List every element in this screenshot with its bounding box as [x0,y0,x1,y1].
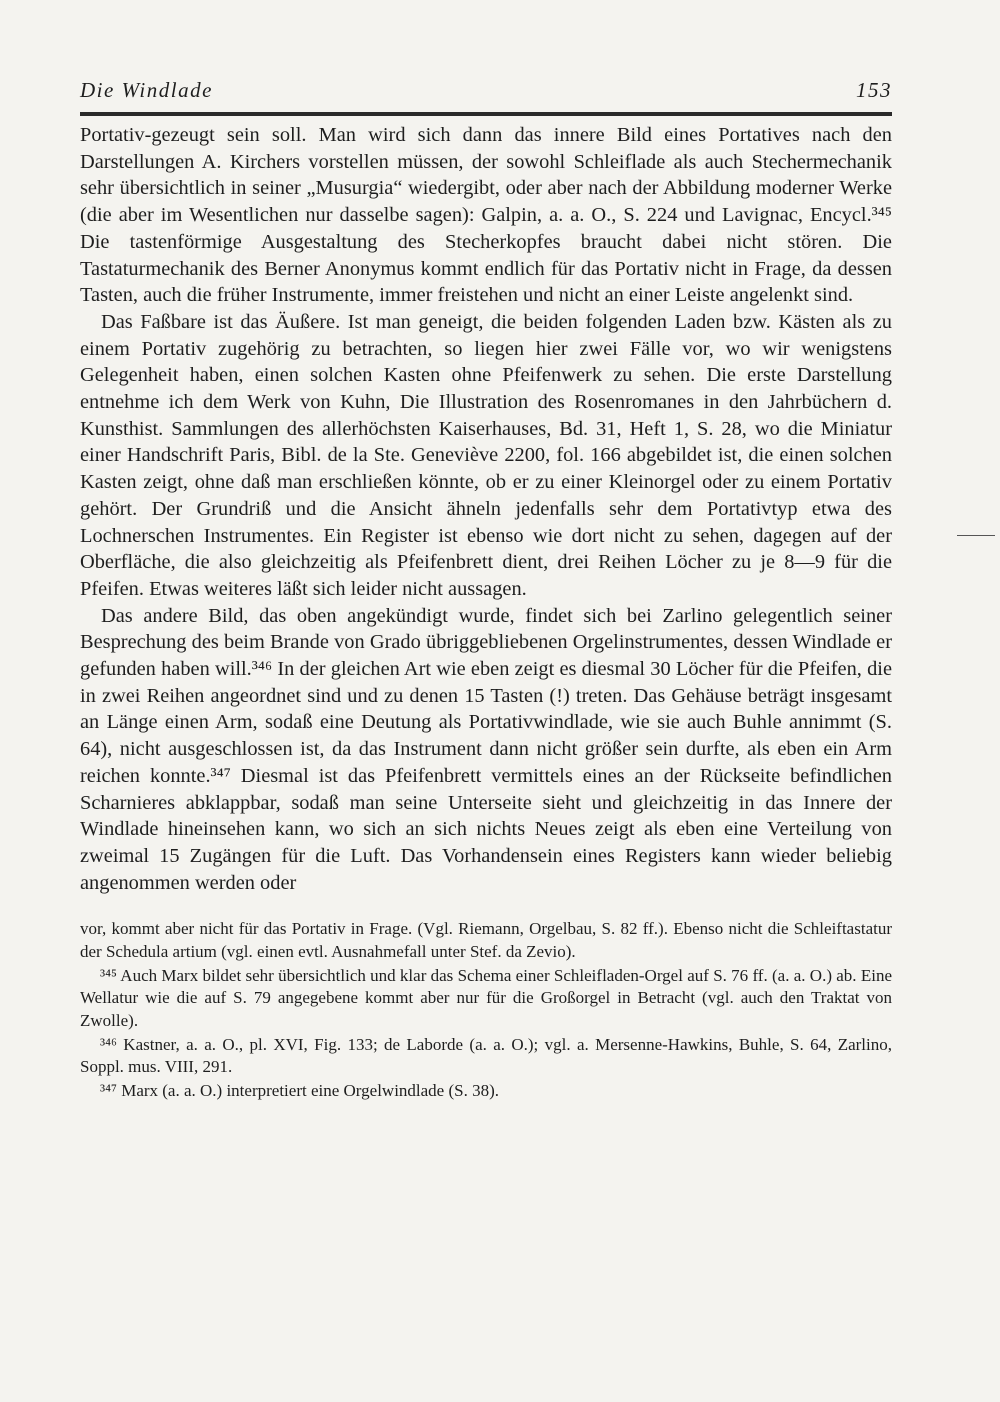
paragraph: Das andere Bild, das oben angekündigt wurde, findet sich bei Zarlino gelegentlich seiner Besprechung des beim Brande von Grado übriggebliebenen Orgelinstrumentes, dessen Windlade er gefunden haben will.³⁴⁶ In der gleichen Art wie eben zeigt es diesmal 30 Löcher für die Pfeifen, die in zwei Reihen angeordnet sind und zu denen 15 Tasten (!) treten. Das Gehäuse beträgt insgesamt an Länge einen Arm, sodaß eine Deutung als Portativwindlade, wie sie auch Buhle annimmt (S. 64), nicht ausgeschlossen ist, da das Instrument dann nicht größer sein durfte, als eben ein Arm reichen konnte.³⁴⁷ Diesmal ist das Pfeifenbrett vermittels eines an der Rückseite befindlichen Scharnieres abklappbar, sodaß man seine Unterseite sieht und gleichzeitig in das Innere der Windlade hineinsehen kann, wo sich an sich nichts Neues zeigt als eben eine Verteilung von zweimal 15 Zugängen für die Luft. Das Vorhandensein eines Registers kann wieder beliebig angenommen werden oder [80,604,892,894]
chapter-title: Die Windlade [80,78,213,102]
paragraph: Das Faßbare ist das Äußere. Ist man geneigt, die beiden folgenden Laden bzw. Kästen als zu einem Portativ zugehörig zu betrachten, so liegen hier zwei Fälle vor, wo wir wenigstens Gelegenheit haben, einen solchen Kasten ohne Pfeifenwerk zu sehen. Die erste Darstellung entnehme ich dem Werk von Kuhn, Die Illustration des Rosenromanes in den Jahrbüchern d. Kunsthist. Sammlungen des allerhöchsten Kaiserhauses, Bd. 31, Heft 1, S. 28, wo die Miniatur einer Handschrift Paris, Bibl. de la Ste. Geneviève 2200, fol. 166 abgebildet ist, die einen solchen Kasten zeigt, ohne daß man erschließen könnte, ob er zu einer Kleinorgel oder zu einem Portativ gehört. Der Grundriß und die Ansicht ähneln jedenfalls sehr dem Portativtyp etwa des Lochnerschen Instrumentes. Ein Register ist ebenso wie dort nicht zu sehen, dagegen auf der Oberfläche, die also gleichzeitig als Pfeifenbrett dient, drei Reihen Löcher zu je 8—9 für die Pfeifen. Etwas weiteres läßt sich leider nicht aussagen. [80,310,892,600]
running-head [80,78,892,108]
page-number: 153 [856,78,892,102]
footnote-345: ³⁴⁵ Auch Marx bildet sehr übersichtlich und klar das Schema einer Schleifladen-Orgel auf S. 76 ff. (a. a. O.) ab. Eine Wellatur wie die auf S. 79 angegebene kommt aber nur für die Großorgel in Betracht (vgl. auch den Traktat von Zwolle). [80,965,892,1030]
footnotes [80,918,892,1102]
paragraph: Portativ-gezeugt sein soll. Man wird sich dann das innere Bild eines Portatives nach den Darstellungen A. Kirchers vorstellen müssen, der sowohl Schleiflade als auch Stechermechanik sehr übersichtlich in seiner „Musurgia“ wiedergibt, oder aber nach der Abbildung moderner Werke (die aber im Wesentlichen nur dasselbe sagen): Galpin, a. a. O., S. 224 und Lavignac, Encycl.³⁴⁵ Die tastenförmige Ausgestaltung des Stecherkopfes braucht dabei nicht stören. Die Tastaturmechanik des Berner Anonymus kommt endlich für das Portativ nicht in Frage, da dessen Tasten, auch die früher Instrumente, immer freistehen und nicht an einer Leiste angelenkt sind. [80,124,892,307]
header-rule [80,112,892,116]
footnote-346: ³⁴⁶ Kastner, a. a. O., pl. XVI, Fig. 133; de Laborde (a. a. O.); vgl. a. Mersenne-Hawkins, Buhle, S. 64, Zarlino, Soppl. mus. VIII, 291. [80,1034,892,1077]
margin-pencil-mark [957,535,995,536]
footnote-continuation: vor, kommt aber nicht für das Portativ in Frage. (Vgl. Riemann, Orgelbau, S. 82 ff.). Ebenso nicht die Schleiftastatur der Schedula artium (vgl. einen evtl. Ausnahmefall unter Stef. da Zevio). [80,919,892,961]
book-page [80,78,892,1105]
main-text [80,122,892,896]
footnote-347: ³⁴⁷ Marx (a. a. O.) interpretiert eine Orgelwindlade (S. 38). [100,1081,500,1101]
